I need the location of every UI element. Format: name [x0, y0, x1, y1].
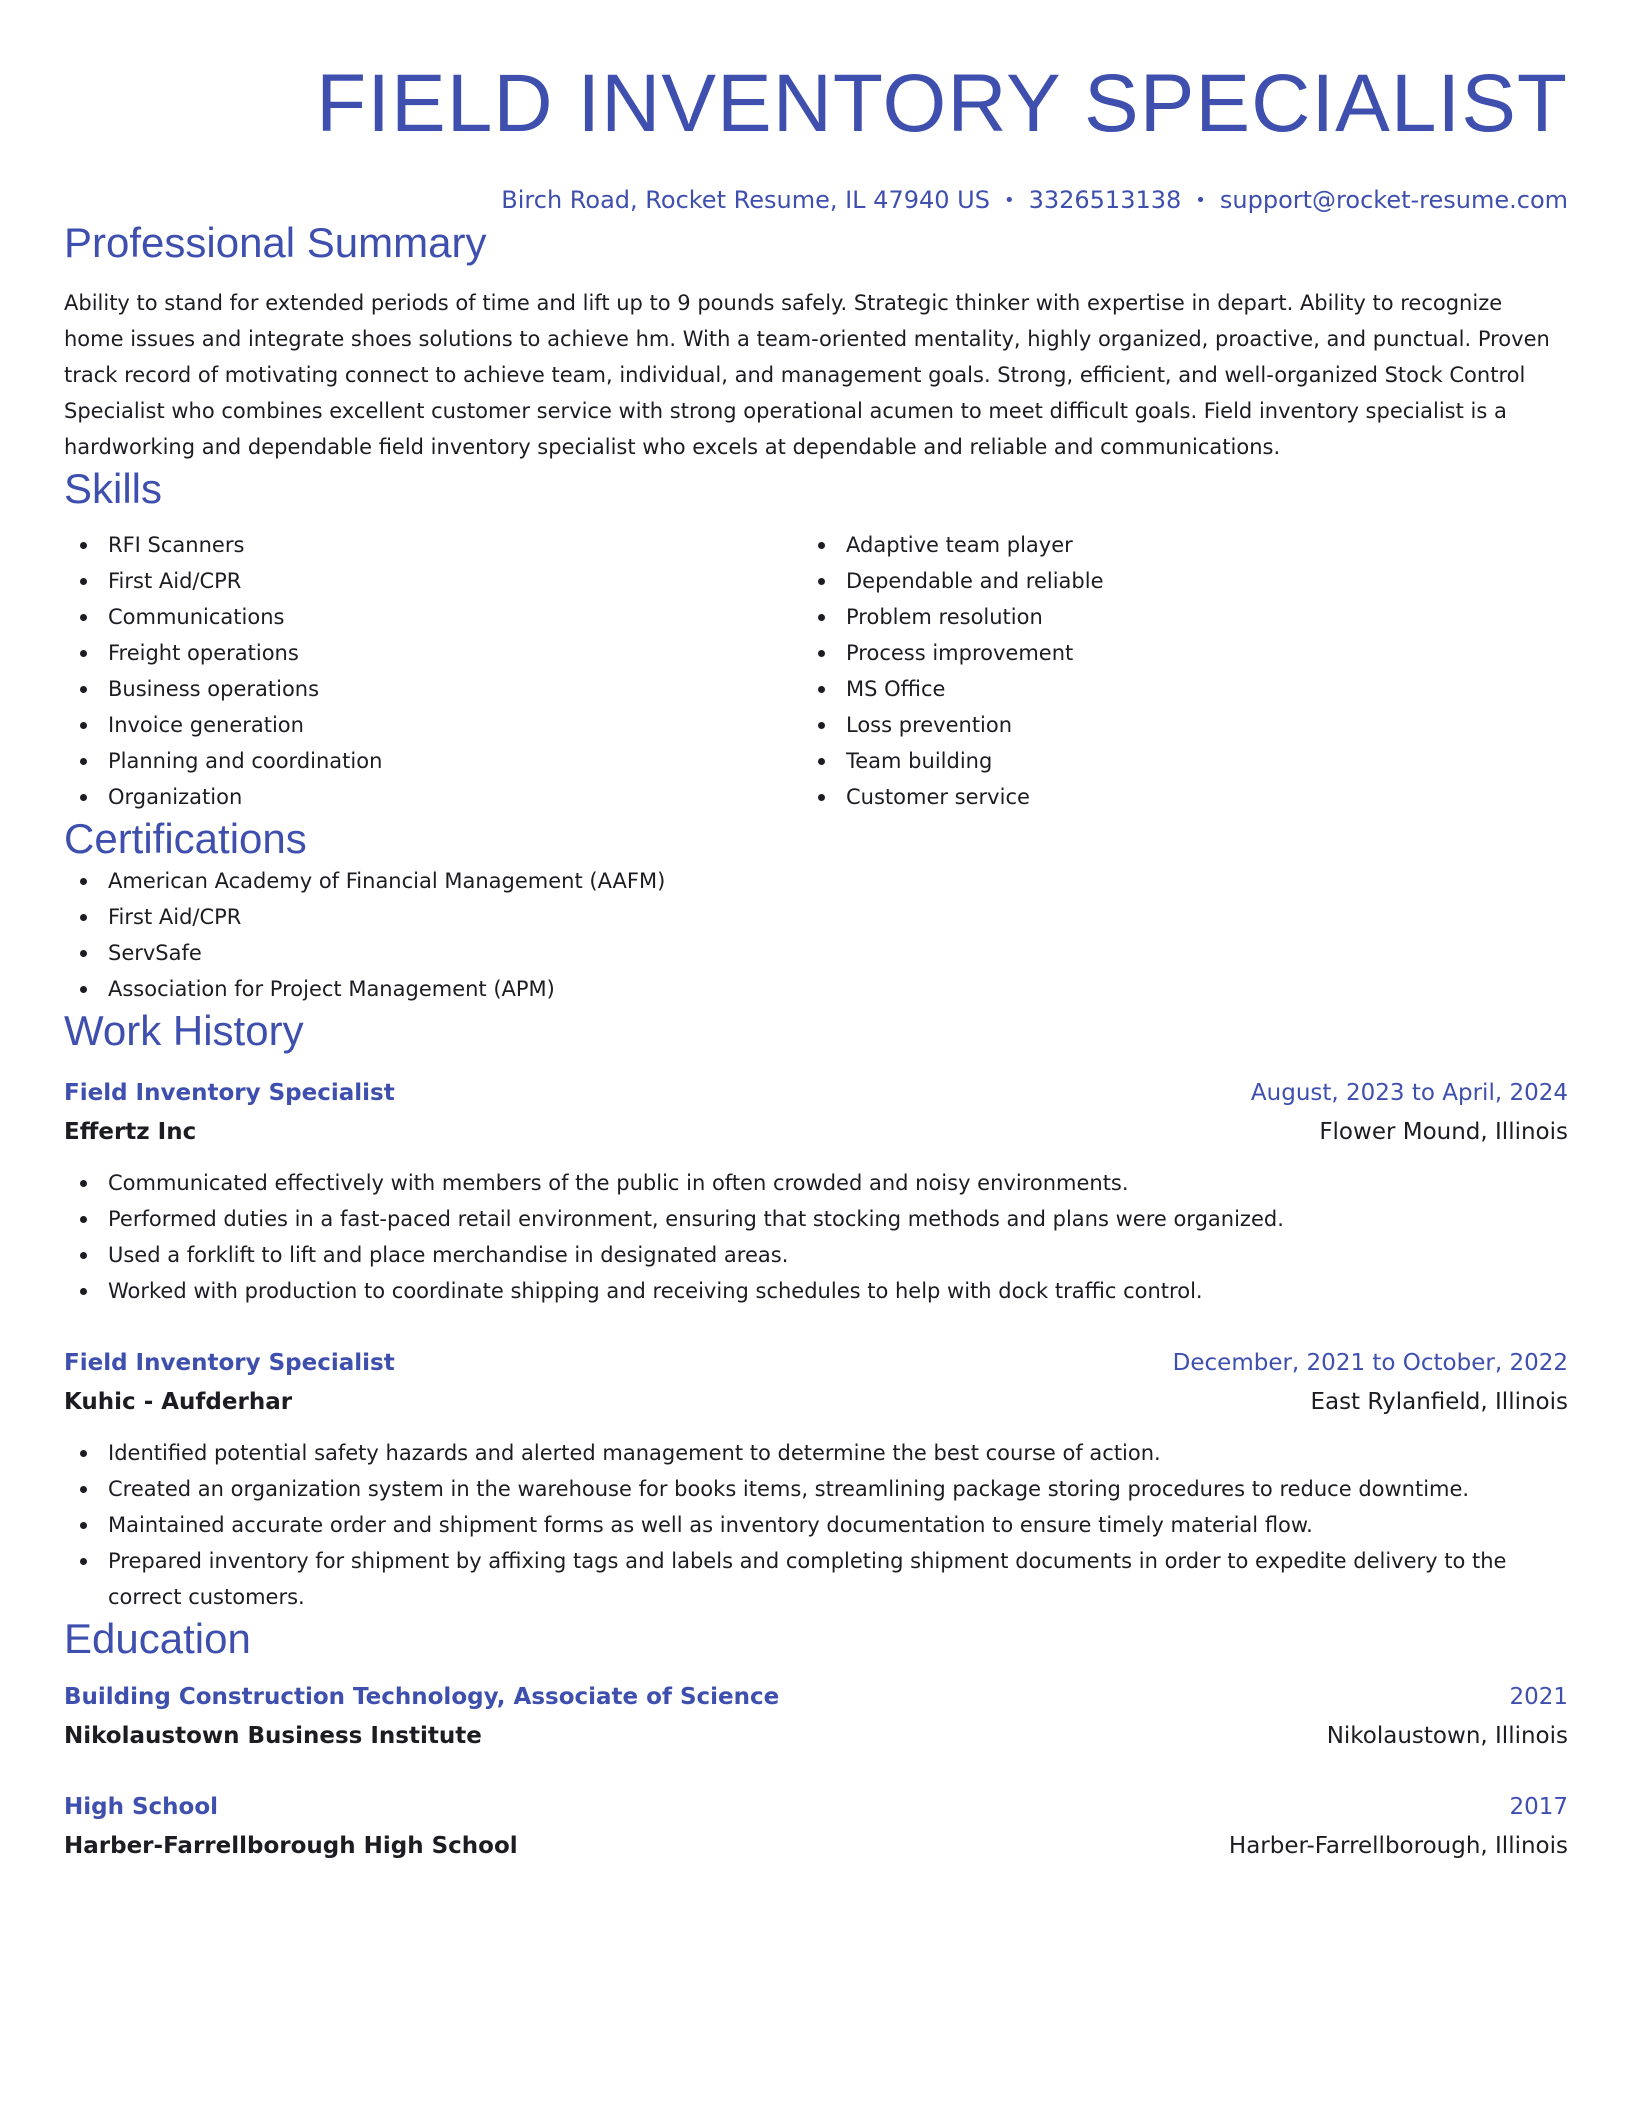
education-school-row	[64, 1827, 1568, 1865]
education-degree: High School	[64, 1794, 219, 1820]
education-year: 2021	[1509, 1684, 1568, 1710]
skill-item: Customer service	[802, 779, 1540, 815]
skills-list-right	[802, 527, 1540, 815]
contact-phone: 3326513138	[1028, 186, 1182, 214]
job-title-row	[64, 1073, 1568, 1113]
education-location: Harber-Farrellborough, Illinois	[1228, 1833, 1568, 1859]
skill-item: RFI Scanners	[64, 527, 802, 563]
job-entry	[64, 1073, 1568, 1309]
job-bullets	[64, 1165, 1568, 1309]
job-role: Field Inventory Specialist	[64, 1080, 395, 1106]
skill-item: Invoice generation	[64, 707, 802, 743]
skill-item: Planning and coordination	[64, 743, 802, 779]
job-company-row	[64, 1113, 1568, 1151]
job-bullet: Worked with production to coordinate shipping and receiving schedules to help with dock traffic control.	[64, 1273, 1568, 1309]
contact-email[interactable]: support@rocket-resume.com	[1219, 186, 1568, 214]
contact-line	[64, 184, 1568, 219]
education-degree: Building Construction Technology, Associate of Science	[64, 1684, 780, 1710]
education-entry	[64, 1787, 1568, 1865]
resume-name: FIELD INVENTORY SPECIALIST	[316, 58, 1568, 149]
education-heading: Education	[64, 1615, 251, 1662]
job-company: Effertz Inc	[64, 1119, 197, 1145]
skill-item: Dependable and reliable	[802, 563, 1540, 599]
job-bullet: Maintained accurate order and shipment forms as well as inventory documentation to ensure timely material flow.	[64, 1507, 1568, 1543]
job-entry	[64, 1343, 1568, 1615]
job-location: Flower Mound, Illinois	[1319, 1119, 1568, 1145]
contact-separator: •	[1003, 190, 1015, 211]
skill-item: Business operations	[64, 671, 802, 707]
job-company-row	[64, 1383, 1568, 1421]
certifications-list	[64, 863, 1568, 1007]
work-history-heading: Work History	[64, 1007, 304, 1054]
job-bullet: Used a forklift to lift and place merchandise in designated areas.	[64, 1237, 1568, 1273]
certification-item: American Academy of Financial Management (AAFM)	[64, 863, 1568, 899]
education-year: 2017	[1509, 1794, 1568, 1820]
job-title-row	[64, 1343, 1568, 1383]
certification-item: ServSafe	[64, 935, 1568, 971]
job-bullet: Identified potential safety hazards and alerted management to determine the best course of action.	[64, 1435, 1568, 1471]
summary-heading: Professional Summary	[64, 219, 487, 266]
summary-text: Ability to stand for extended periods of time and lift up to 9 pounds safely. Strategic thinker with expertise in depart. Ability to recognize home issues and integrate shoes solutions to achieve hm. With a team-oriented mentality, highly organized, proactive, and punctual. Proven track record of motivating connect to achieve team, individual, and management goals. Strong, efficient, and well-organized Stock Control Specialist who combines excellent customer service with strong operational acumen to meet difficult goals. Field inventory specialist is a hardworking and dependable field inventory specialist who excels at dependable and reliable and communications.	[64, 291, 1550, 459]
skill-item: Adaptive team player	[802, 527, 1540, 563]
job-location: East Rylanfield, Illinois	[1310, 1389, 1568, 1415]
certifications-heading: Certifications	[64, 815, 307, 862]
skill-item: Loss prevention	[802, 707, 1540, 743]
job-dates: August, 2023 to April, 2024	[1250, 1080, 1568, 1106]
skill-item: Organization	[64, 779, 802, 815]
education-school: Nikolaustown Business Institute	[64, 1723, 482, 1749]
skills-list-left	[64, 527, 802, 815]
job-bullet: Prepared inventory for shipment by affixing tags and labels and completing shipment documents in order to expedite delivery to the correct customers.	[64, 1543, 1568, 1615]
certification-item: Association for Project Management (APM)	[64, 971, 1568, 1007]
skill-item: Freight operations	[64, 635, 802, 671]
job-role: Field Inventory Specialist	[64, 1350, 395, 1376]
education-entry	[64, 1677, 1568, 1755]
job-bullet: Performed duties in a fast-paced retail environment, ensuring that stocking methods and plans were organized.	[64, 1201, 1568, 1237]
resume-header	[64, 56, 1568, 219]
job-company: Kuhic - Aufderhar	[64, 1389, 293, 1415]
skill-item: Process improvement	[802, 635, 1540, 671]
skill-item: MS Office	[802, 671, 1540, 707]
skills-heading: Skills	[64, 465, 163, 512]
skill-item: Team building	[802, 743, 1540, 779]
skill-item: Communications	[64, 599, 802, 635]
job-dates: December, 2021 to October, 2022	[1172, 1350, 1568, 1376]
education-degree-row	[64, 1787, 1568, 1827]
education-location: Nikolaustown, Illinois	[1326, 1723, 1568, 1749]
education-school: Harber-Farrellborough High School	[64, 1833, 518, 1859]
education-degree-row	[64, 1677, 1568, 1717]
skill-item: First Aid/CPR	[64, 563, 802, 599]
contact-separator: •	[1195, 190, 1206, 211]
skill-item: Problem resolution	[802, 599, 1540, 635]
skills-columns	[64, 527, 1568, 815]
job-bullet: Communicated effectively with members of the public in often crowded and noisy environments.	[64, 1165, 1568, 1201]
job-bullets	[64, 1435, 1568, 1615]
job-bullet: Created an organization system in the warehouse for books items, streamlining package storing procedures to reduce downtime.	[64, 1471, 1568, 1507]
certification-item: First Aid/CPR	[64, 899, 1568, 935]
contact-address: Birch Road, Rocket Resume, IL 47940 US	[501, 186, 990, 214]
education-school-row	[64, 1717, 1568, 1755]
